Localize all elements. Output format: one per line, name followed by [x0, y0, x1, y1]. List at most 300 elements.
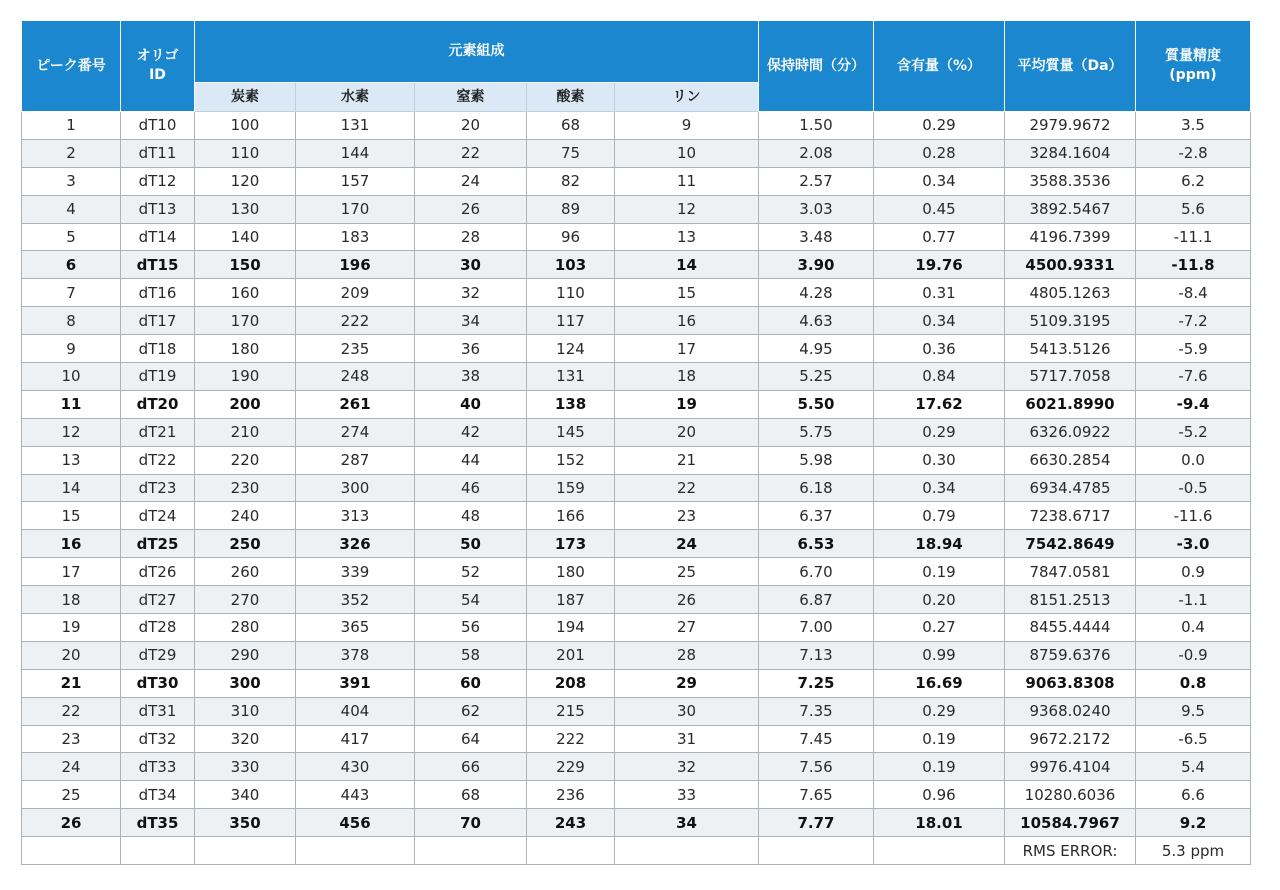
footer-cell: [759, 837, 874, 865]
header-phosphorus: リン: [615, 83, 759, 112]
cell-carbon: 220: [195, 446, 296, 474]
cell-carbon: 120: [195, 167, 296, 195]
cell-carbon: 190: [195, 363, 296, 391]
cell-carbon: 340: [195, 781, 296, 809]
cell-nitrogen: 68: [415, 781, 527, 809]
cell-carbon: 170: [195, 307, 296, 335]
cell-oxygen: 138: [527, 390, 615, 418]
cell-oligo-id: dT20: [121, 390, 195, 418]
cell-avg-mass: 6934.4785: [1005, 474, 1136, 502]
table-row: [22, 669, 1251, 697]
cell-peak-no: 22: [22, 697, 121, 725]
rms-error-value: 5.3 ppm: [1136, 837, 1251, 865]
table-body: [22, 112, 1251, 837]
cell-hydrogen: 274: [296, 418, 415, 446]
cell-content: 0.28: [874, 139, 1005, 167]
header-oligo-id: [121, 21, 195, 112]
cell-retention-time: 3.03: [759, 195, 874, 223]
footer-cell: [415, 837, 527, 865]
cell-hydrogen: 222: [296, 307, 415, 335]
cell-carbon: 310: [195, 697, 296, 725]
cell-carbon: 300: [195, 669, 296, 697]
cell-oxygen: 222: [527, 725, 615, 753]
cell-phosphorus: 15: [615, 279, 759, 307]
cell-avg-mass: 5413.5126: [1005, 335, 1136, 363]
footer-cell: [195, 837, 296, 865]
cell-hydrogen: 326: [296, 530, 415, 558]
cell-nitrogen: 66: [415, 753, 527, 781]
cell-hydrogen: 131: [296, 112, 415, 140]
cell-mass-accuracy: -6.5: [1136, 725, 1251, 753]
cell-content: 0.27: [874, 614, 1005, 642]
header-carbon: 炭素: [195, 83, 296, 112]
cell-content: 0.36: [874, 335, 1005, 363]
rms-error-label: RMS ERROR:: [1005, 837, 1136, 865]
cell-avg-mass: 3588.3536: [1005, 167, 1136, 195]
cell-retention-time: 4.63: [759, 307, 874, 335]
cell-oxygen: 159: [527, 474, 615, 502]
cell-carbon: 320: [195, 725, 296, 753]
cell-oligo-id: dT25: [121, 530, 195, 558]
cell-retention-time: 6.87: [759, 586, 874, 614]
cell-avg-mass: 5717.7058: [1005, 363, 1136, 391]
cell-peak-no: 18: [22, 586, 121, 614]
cell-avg-mass: 6326.0922: [1005, 418, 1136, 446]
footer-cell: [874, 837, 1005, 865]
header-retention-time: 保持時間（分）: [759, 21, 874, 112]
cell-retention-time: 6.70: [759, 558, 874, 586]
cell-phosphorus: 19: [615, 390, 759, 418]
cell-hydrogen: 443: [296, 781, 415, 809]
cell-carbon: 350: [195, 809, 296, 837]
cell-content: 0.34: [874, 474, 1005, 502]
cell-carbon: 160: [195, 279, 296, 307]
cell-carbon: 260: [195, 558, 296, 586]
header-nitrogen: 窒素: [415, 83, 527, 112]
cell-oligo-id: dT18: [121, 335, 195, 363]
cell-content: 0.99: [874, 641, 1005, 669]
cell-hydrogen: 391: [296, 669, 415, 697]
cell-avg-mass: 6630.2854: [1005, 446, 1136, 474]
table-row: [22, 725, 1251, 753]
cell-peak-no: 13: [22, 446, 121, 474]
table-row: [22, 307, 1251, 335]
cell-peak-no: 12: [22, 418, 121, 446]
cell-nitrogen: 30: [415, 251, 527, 279]
cell-oligo-id: dT32: [121, 725, 195, 753]
cell-avg-mass: 8151.2513: [1005, 586, 1136, 614]
cell-mass-accuracy: 3.5: [1136, 112, 1251, 140]
cell-avg-mass: 9368.0240: [1005, 697, 1136, 725]
table-row: [22, 474, 1251, 502]
header-peak-no: ピーク番号: [22, 21, 121, 112]
cell-nitrogen: 60: [415, 669, 527, 697]
cell-phosphorus: 10: [615, 139, 759, 167]
cell-content: 17.62: [874, 390, 1005, 418]
cell-mass-accuracy: -5.9: [1136, 335, 1251, 363]
cell-nitrogen: 28: [415, 223, 527, 251]
cell-oxygen: 187: [527, 586, 615, 614]
cell-carbon: 330: [195, 753, 296, 781]
cell-hydrogen: 300: [296, 474, 415, 502]
cell-oligo-id: dT10: [121, 112, 195, 140]
table-row: [22, 390, 1251, 418]
cell-phosphorus: 13: [615, 223, 759, 251]
cell-phosphorus: 24: [615, 530, 759, 558]
cell-peak-no: 19: [22, 614, 121, 642]
cell-mass-accuracy: 0.4: [1136, 614, 1251, 642]
table-row: [22, 753, 1251, 781]
cell-content: 0.96: [874, 781, 1005, 809]
cell-oligo-id: dT23: [121, 474, 195, 502]
cell-content: 0.19: [874, 558, 1005, 586]
cell-oxygen: 208: [527, 669, 615, 697]
cell-content: 0.29: [874, 112, 1005, 140]
cell-carbon: 150: [195, 251, 296, 279]
cell-nitrogen: 20: [415, 112, 527, 140]
cell-carbon: 140: [195, 223, 296, 251]
cell-hydrogen: 235: [296, 335, 415, 363]
cell-carbon: 270: [195, 586, 296, 614]
cell-mass-accuracy: -0.5: [1136, 474, 1251, 502]
cell-retention-time: 6.18: [759, 474, 874, 502]
cell-hydrogen: 352: [296, 586, 415, 614]
cell-carbon: 230: [195, 474, 296, 502]
cell-oligo-id: dT11: [121, 139, 195, 167]
cell-hydrogen: 456: [296, 809, 415, 837]
cell-content: 0.20: [874, 586, 1005, 614]
cell-peak-no: 26: [22, 809, 121, 837]
cell-nitrogen: 58: [415, 641, 527, 669]
cell-mass-accuracy: 9.2: [1136, 809, 1251, 837]
cell-content: 0.84: [874, 363, 1005, 391]
cell-phosphorus: 17: [615, 335, 759, 363]
table-row: [22, 446, 1251, 474]
cell-oligo-id: dT29: [121, 641, 195, 669]
cell-nitrogen: 32: [415, 279, 527, 307]
cell-mass-accuracy: 0.8: [1136, 669, 1251, 697]
cell-mass-accuracy: 5.6: [1136, 195, 1251, 223]
header-hydrogen: 水素: [296, 83, 415, 112]
cell-oligo-id: dT17: [121, 307, 195, 335]
cell-phosphorus: 9: [615, 112, 759, 140]
cell-oligo-id: dT19: [121, 363, 195, 391]
cell-retention-time: 4.28: [759, 279, 874, 307]
cell-mass-accuracy: -11.6: [1136, 502, 1251, 530]
cell-retention-time: 5.98: [759, 446, 874, 474]
header-content: 含有量（%）: [874, 21, 1005, 112]
header-mass-accuracy-line2: (ppm): [1169, 67, 1217, 83]
cell-phosphorus: 26: [615, 586, 759, 614]
cell-retention-time: 6.53: [759, 530, 874, 558]
cell-oxygen: 117: [527, 307, 615, 335]
cell-content: 0.29: [874, 418, 1005, 446]
cell-oxygen: 82: [527, 167, 615, 195]
cell-carbon: 250: [195, 530, 296, 558]
cell-oxygen: 68: [527, 112, 615, 140]
cell-oligo-id: dT12: [121, 167, 195, 195]
cell-phosphorus: 33: [615, 781, 759, 809]
cell-oligo-id: dT14: [121, 223, 195, 251]
cell-oxygen: 173: [527, 530, 615, 558]
cell-content: 16.69: [874, 669, 1005, 697]
cell-oxygen: 201: [527, 641, 615, 669]
cell-avg-mass: 3892.5467: [1005, 195, 1136, 223]
cell-nitrogen: 42: [415, 418, 527, 446]
cell-oxygen: 89: [527, 195, 615, 223]
cell-phosphorus: 12: [615, 195, 759, 223]
cell-mass-accuracy: -7.6: [1136, 363, 1251, 391]
cell-content: 0.77: [874, 223, 1005, 251]
cell-content: 18.94: [874, 530, 1005, 558]
cell-nitrogen: 52: [415, 558, 527, 586]
cell-hydrogen: 430: [296, 753, 415, 781]
cell-peak-no: 20: [22, 641, 121, 669]
cell-oxygen: 145: [527, 418, 615, 446]
cell-phosphorus: 25: [615, 558, 759, 586]
cell-peak-no: 1: [22, 112, 121, 140]
cell-oligo-id: dT15: [121, 251, 195, 279]
cell-peak-no: 6: [22, 251, 121, 279]
cell-oxygen: 103: [527, 251, 615, 279]
cell-peak-no: 3: [22, 167, 121, 195]
table-row: [22, 558, 1251, 586]
cell-peak-no: 14: [22, 474, 121, 502]
cell-carbon: 110: [195, 139, 296, 167]
cell-content: 19.76: [874, 251, 1005, 279]
cell-peak-no: 5: [22, 223, 121, 251]
cell-retention-time: 2.57: [759, 167, 874, 195]
cell-content: 0.31: [874, 279, 1005, 307]
cell-carbon: 280: [195, 614, 296, 642]
cell-oligo-id: dT27: [121, 586, 195, 614]
cell-oligo-id: dT16: [121, 279, 195, 307]
table-row: [22, 418, 1251, 446]
cell-oxygen: 229: [527, 753, 615, 781]
cell-oligo-id: dT13: [121, 195, 195, 223]
cell-hydrogen: 339: [296, 558, 415, 586]
cell-avg-mass: 8759.6376: [1005, 641, 1136, 669]
cell-hydrogen: 365: [296, 614, 415, 642]
cell-hydrogen: 248: [296, 363, 415, 391]
cell-nitrogen: 22: [415, 139, 527, 167]
cell-hydrogen: 144: [296, 139, 415, 167]
cell-content: 0.45: [874, 195, 1005, 223]
cell-nitrogen: 50: [415, 530, 527, 558]
header-mass-accuracy-line1: 質量精度: [1165, 48, 1221, 64]
cell-oxygen: 166: [527, 502, 615, 530]
cell-phosphorus: 21: [615, 446, 759, 474]
cell-peak-no: 21: [22, 669, 121, 697]
cell-oxygen: 194: [527, 614, 615, 642]
cell-oxygen: 236: [527, 781, 615, 809]
cell-peak-no: 16: [22, 530, 121, 558]
cell-retention-time: 7.35: [759, 697, 874, 725]
cell-peak-no: 15: [22, 502, 121, 530]
cell-phosphorus: 28: [615, 641, 759, 669]
cell-mass-accuracy: -3.0: [1136, 530, 1251, 558]
header-mass-accuracy: [1136, 21, 1251, 112]
cell-phosphorus: 31: [615, 725, 759, 753]
cell-mass-accuracy: -11.1: [1136, 223, 1251, 251]
cell-phosphorus: 22: [615, 474, 759, 502]
cell-retention-time: 7.77: [759, 809, 874, 837]
cell-hydrogen: 183: [296, 223, 415, 251]
cell-phosphorus: 14: [615, 251, 759, 279]
cell-hydrogen: 404: [296, 697, 415, 725]
cell-retention-time: 3.48: [759, 223, 874, 251]
oligo-mass-table: [21, 20, 1251, 865]
cell-hydrogen: 417: [296, 725, 415, 753]
cell-mass-accuracy: -1.1: [1136, 586, 1251, 614]
cell-mass-accuracy: 6.2: [1136, 167, 1251, 195]
cell-nitrogen: 70: [415, 809, 527, 837]
table-row: [22, 781, 1251, 809]
cell-phosphorus: 16: [615, 307, 759, 335]
cell-retention-time: 7.45: [759, 725, 874, 753]
cell-avg-mass: 10584.7967: [1005, 809, 1136, 837]
cell-nitrogen: 46: [415, 474, 527, 502]
cell-hydrogen: 261: [296, 390, 415, 418]
cell-peak-no: 9: [22, 335, 121, 363]
cell-avg-mass: 3284.1604: [1005, 139, 1136, 167]
cell-retention-time: 7.00: [759, 614, 874, 642]
table-row: [22, 530, 1251, 558]
header-oligo-id-line1: オリゴ: [136, 48, 179, 64]
cell-oligo-id: dT28: [121, 614, 195, 642]
cell-phosphorus: 27: [615, 614, 759, 642]
cell-phosphorus: 32: [615, 753, 759, 781]
cell-carbon: 210: [195, 418, 296, 446]
cell-hydrogen: 170: [296, 195, 415, 223]
cell-phosphorus: 11: [615, 167, 759, 195]
cell-peak-no: 11: [22, 390, 121, 418]
table-row: [22, 363, 1251, 391]
table-row: [22, 223, 1251, 251]
cell-mass-accuracy: 6.6: [1136, 781, 1251, 809]
cell-avg-mass: 8455.4444: [1005, 614, 1136, 642]
cell-oligo-id: dT34: [121, 781, 195, 809]
cell-nitrogen: 40: [415, 390, 527, 418]
footer-row: [22, 837, 1251, 865]
footer-cell: [615, 837, 759, 865]
cell-nitrogen: 64: [415, 725, 527, 753]
cell-retention-time: 3.90: [759, 251, 874, 279]
table-row: [22, 502, 1251, 530]
cell-mass-accuracy: -9.4: [1136, 390, 1251, 418]
cell-mass-accuracy: 9.5: [1136, 697, 1251, 725]
cell-phosphorus: 34: [615, 809, 759, 837]
table-row: [22, 251, 1251, 279]
cell-peak-no: 2: [22, 139, 121, 167]
header-oxygen: 酸素: [527, 83, 615, 112]
cell-oligo-id: dT22: [121, 446, 195, 474]
cell-retention-time: 6.37: [759, 502, 874, 530]
cell-hydrogen: 378: [296, 641, 415, 669]
cell-peak-no: 23: [22, 725, 121, 753]
cell-oxygen: 215: [527, 697, 615, 725]
cell-carbon: 180: [195, 335, 296, 363]
cell-avg-mass: 9063.8308: [1005, 669, 1136, 697]
cell-avg-mass: 6021.8990: [1005, 390, 1136, 418]
cell-nitrogen: 56: [415, 614, 527, 642]
cell-nitrogen: 24: [415, 167, 527, 195]
cell-nitrogen: 62: [415, 697, 527, 725]
header-elemental-composition: 元素組成: [195, 21, 759, 83]
cell-mass-accuracy: -8.4: [1136, 279, 1251, 307]
cell-hydrogen: 287: [296, 446, 415, 474]
header-avg-mass: 平均質量（Da）: [1005, 21, 1136, 112]
cell-mass-accuracy: -2.8: [1136, 139, 1251, 167]
cell-hydrogen: 313: [296, 502, 415, 530]
cell-nitrogen: 34: [415, 307, 527, 335]
cell-carbon: 100: [195, 112, 296, 140]
cell-retention-time: 4.95: [759, 335, 874, 363]
cell-nitrogen: 26: [415, 195, 527, 223]
cell-nitrogen: 38: [415, 363, 527, 391]
cell-peak-no: 17: [22, 558, 121, 586]
cell-hydrogen: 196: [296, 251, 415, 279]
table-row: [22, 279, 1251, 307]
cell-avg-mass: 4196.7399: [1005, 223, 1136, 251]
header-oligo-id-line2: ID: [149, 67, 166, 83]
cell-nitrogen: 36: [415, 335, 527, 363]
table-row: [22, 809, 1251, 837]
cell-retention-time: 7.65: [759, 781, 874, 809]
cell-content: 18.01: [874, 809, 1005, 837]
cell-phosphorus: 20: [615, 418, 759, 446]
cell-peak-no: 7: [22, 279, 121, 307]
cell-peak-no: 8: [22, 307, 121, 335]
cell-carbon: 240: [195, 502, 296, 530]
cell-mass-accuracy: 5.4: [1136, 753, 1251, 781]
cell-oligo-id: dT30: [121, 669, 195, 697]
cell-oligo-id: dT24: [121, 502, 195, 530]
cell-hydrogen: 209: [296, 279, 415, 307]
cell-oxygen: 243: [527, 809, 615, 837]
footer-cell: [121, 837, 195, 865]
cell-mass-accuracy: -5.2: [1136, 418, 1251, 446]
cell-retention-time: 7.56: [759, 753, 874, 781]
table-row: [22, 335, 1251, 363]
cell-oligo-id: dT21: [121, 418, 195, 446]
cell-peak-no: 24: [22, 753, 121, 781]
footer-cell: [296, 837, 415, 865]
table-row: [22, 697, 1251, 725]
cell-avg-mass: 4500.9331: [1005, 251, 1136, 279]
cell-carbon: 200: [195, 390, 296, 418]
cell-mass-accuracy: -0.9: [1136, 641, 1251, 669]
cell-content: 0.79: [874, 502, 1005, 530]
cell-carbon: 290: [195, 641, 296, 669]
cell-oxygen: 110: [527, 279, 615, 307]
table-row: [22, 167, 1251, 195]
cell-mass-accuracy: 0.9: [1136, 558, 1251, 586]
cell-retention-time: 5.25: [759, 363, 874, 391]
cell-content: 0.30: [874, 446, 1005, 474]
cell-nitrogen: 48: [415, 502, 527, 530]
cell-retention-time: 7.13: [759, 641, 874, 669]
cell-peak-no: 10: [22, 363, 121, 391]
cell-content: 0.34: [874, 167, 1005, 195]
table-row: [22, 195, 1251, 223]
cell-oxygen: 124: [527, 335, 615, 363]
cell-retention-time: 2.08: [759, 139, 874, 167]
cell-avg-mass: 5109.3195: [1005, 307, 1136, 335]
cell-content: 0.29: [874, 697, 1005, 725]
cell-nitrogen: 54: [415, 586, 527, 614]
cell-oligo-id: dT31: [121, 697, 195, 725]
